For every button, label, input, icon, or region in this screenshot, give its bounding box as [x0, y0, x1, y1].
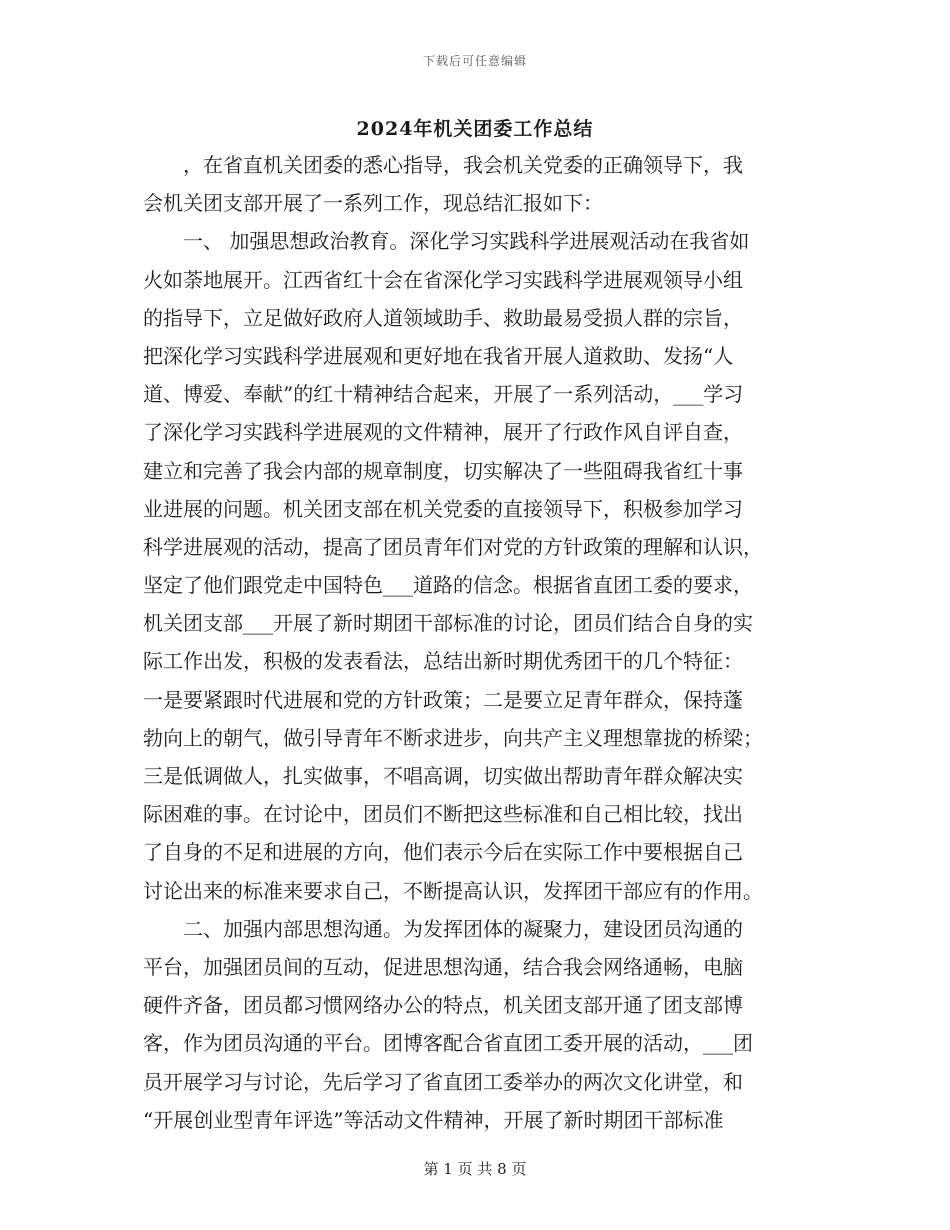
text-line: 一、 加强思想政治教育。深化学习实践科学进展观活动在我省如 — [183, 229, 750, 254]
text-line: 三是低调做人，扎实做事，不唱高调，切实做出帮助青年群众解决实 — [143, 764, 743, 788]
text-line: 客，作为团员沟通的平台。团博客配合省直团工委开展的活动，___团 — [143, 1031, 753, 1056]
text-line: 坚定了他们跟党走中国特色___道路的信念。根据省直团工委的要求， — [143, 573, 753, 598]
text-line: 际困难的事。在讨论中，团员们不断把这些标准和自己相比较，找出 — [143, 802, 743, 827]
text-line: 际工作出发，积极的发表看法，总结出新时期优秀团干的几个特征： — [143, 649, 743, 674]
text-line: 把深化学习实践科学进展观和更好地在我省开展人道救助、发扬“人 — [143, 343, 734, 368]
page-indicator: 第 1 页 共 8 页 — [423, 1160, 527, 1178]
text-line: “开展创业型青年评选”等活动文件精神，开展了新时期团干部标准 — [143, 1107, 724, 1132]
document-body — [143, 146, 808, 1139]
text-line: 建立和完善了我会内部的规章制度，切实解决了一些阻碍我省红十事 — [143, 458, 743, 483]
text-line: 平台，加强团员间的互动，促进思想沟通，结合我会网络通畅，电脑 — [143, 954, 743, 979]
text-line: 二、加强内部思想沟通。为发挥团体的凝聚力，建设团员沟通的 — [183, 916, 743, 941]
text-line: 勃向上的朝气，做引导青年不断求进步，向共产主义理想靠拢的桥梁； — [143, 725, 763, 750]
text-line: 的指导下，立足做好政府人道领域助手、救助最易受损人群的宗旨， — [143, 305, 743, 330]
document-title: 2024年机关团委工作总结 — [356, 118, 594, 140]
text-line: 科学进展观的活动，提高了团员青年们对党的方针政策的理解和认识， — [143, 534, 763, 559]
download-note: 下载后可任意编辑 — [422, 54, 527, 68]
text-line: 讨论出来的标准来要求自己，不断提高认识，发挥团干部应有的作用。 — [143, 878, 763, 903]
text-line: 硬件齐备，团员都习惯网络办公的特点，机关团支部开通了团支部博 — [143, 993, 743, 1018]
text-line: 了深化学习实践科学进展观的文件精神，展开了行政作风自评自查， — [143, 420, 743, 445]
text-line: 会机关团支部开展了一系列工作，现总结汇报如下： — [143, 191, 603, 216]
text-line: 员开展学习与讨论，先后学习了省直团工委举办的两次文化讲堂，和 — [143, 1069, 743, 1094]
text-line: 道、博爱、奉献”的红十精神结合起来，开展了一系列活动，___学习 — [143, 382, 744, 407]
text-line: 一是要紧跟时代进展和党的方针政策；二是要立足青年群众，保持蓬 — [143, 687, 743, 712]
text-line: 火如荼地展开。江西省红十会在省深化学习实践科学进展观领导小组 — [143, 267, 743, 292]
text-line: 了自身的不足和进展的方向，他们表示今后在实际工作中要根据自己 — [143, 840, 743, 865]
text-line: ，在省直机关团委的悉心指导，我会机关党委的正确领导下，我 — [183, 153, 743, 177]
text-line: 业进展的问题。机关团支部在机关党委的直接领导下，积极参加学习 — [143, 496, 743, 521]
text-line: 机关团支部___开展了新时期团干部标准的讨论，团员们结合自身的实 — [143, 611, 753, 636]
